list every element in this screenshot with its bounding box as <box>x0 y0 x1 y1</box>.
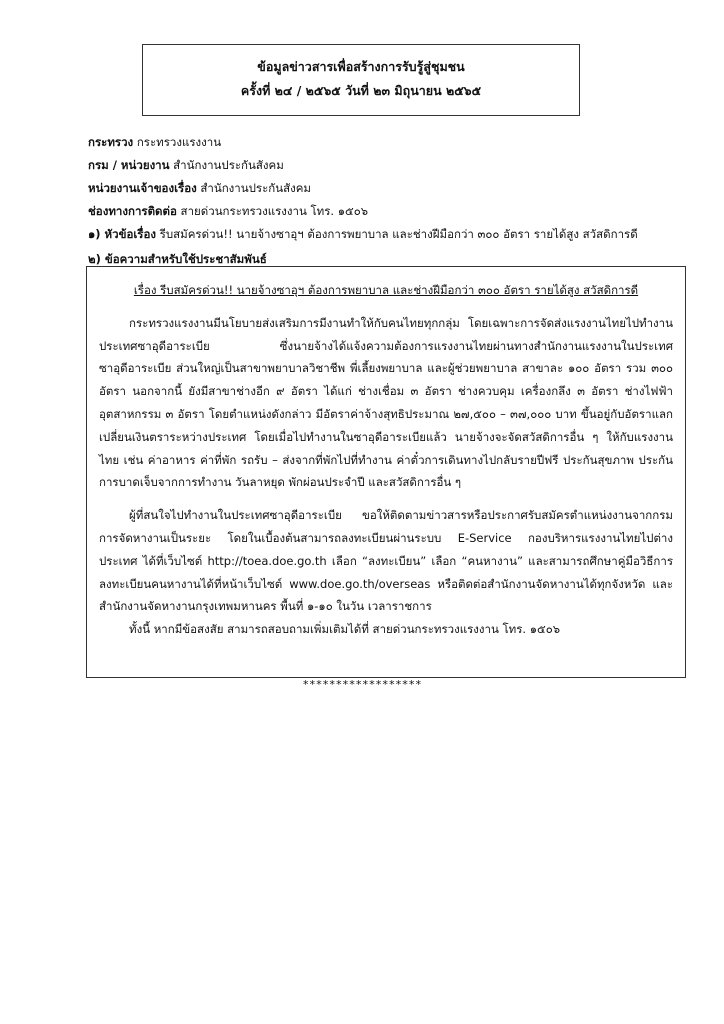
department-value: สำนักงานประกันสังคม <box>173 158 284 172</box>
header-issue-date: ครั้งที่ ๒๔ / ๒๕๖๕ วันที่ ๒๓ มิถุนายน ๒๕๖๕ <box>240 83 482 98</box>
pr-content-box <box>86 266 686 678</box>
department-label: กรม / หน่วยงาน <box>88 158 170 172</box>
header-box <box>142 44 580 116</box>
pr-paragraph-1: กระทรวงแรงงานมีนโยบายส่งเสริมการมีงานทำให้กับคนไทยทุกกลุ่ม โดยเฉพาะการจัดส่งแรงงานไทยไปทำงานประเทศซาอุดีอาระเบีย ซึ่งนายจ้างได้แจ้งความต้องการแรงงานไทยผ่านทางสำนักงานแรงงานในประเทศซาอุดีอาระเบีย ส่วนใหญ่เป็นสาขาพยาบาลวิชาชีพ พี่เลี้ยงพยาบาล และผู้ช่วยพยาบาล สาขาละ ๑๐๐ อัตรา รวม ๓๐๐ อัตรา นอกจากนี้ ยังมีสาขาช่างอีก ๙ อัตรา ได้แก่ ช่างเชื่อม ๓ อัตรา ช่างควบคุม เครื่องกลึง ๓ อัตรา ช่างไฟฟ้าอุตสาหกรรม ๓ อัตรา โดยตำแหน่งดังกล่าว มีอัตราค่าจ้างสุทธิประมาณ ๒๗,๕๐๐ – ๓๗,๐๐๐ บาท ขึ้นอยู่กับอัตราแลกเปลี่ยนเงินตราระหว่างประเทศ โดยเมื่อไปทำงานในซาอุดีอาระเบียแล้ว นายจ้างจะจัดสวัสดิการอื่น ๆ ให้กับแรงงานไทย เช่น ค่าอาหาร ค่าที่พัก รถรับ – ส่งจากที่พักไปที่ทำงาน ค่าตั๋วการเดินทางไปกลับรายปีฟรี ประกันสุขภาพ ประกันการบาดเจ็บจากการทำงาน วันลาหยุด พักผ่อนประจำปี และสวัสดิการอื่น ๆ <box>99 315 673 490</box>
pr-label: ๒) ข้อความสำหรับใช้ประชาสัมพันธ์ <box>88 252 267 266</box>
topic-label: ๑) หัวข้อเรื่อง <box>88 227 156 241</box>
ministry-label: กระทรวง <box>88 135 134 149</box>
header-title: ข้อมูลข่าวสารเพื่อสร้างการรับรู้สู่ชุมชน <box>257 59 465 74</box>
meta-contact <box>88 203 368 221</box>
footer-stars: ****************** <box>302 678 422 691</box>
meta-department <box>88 157 284 175</box>
contact-value: สายด่วนกระทรวงแรงงาน โทร. ๑๕๐๖ <box>180 204 369 218</box>
meta-topic <box>88 226 638 244</box>
pr-paragraph-2: ผู้ที่สนใจไปทำงานในประเทศซาอุดีอาระเบีย ขอให้ติดตามข่าวสารหรือประกาศรับสมัครตำแหน่งงานจากกรมการจัดหางานเป็นระยะ โดยในเบื้องต้นสามารถลงทะเบียนผ่านระบบ E-Service กองบริหารแรงงานไทยไปต่างประเทศ ได้ที่เว็บไซต์ http://toea.doe.go.th เลือก “ลงทะเบียน” เลือก “คนหางาน” และสามารถศึกษาคู่มือวิธีการลงทะเบียนคนหางานได้ที่หน้าเว็บไซต์ www.doe.go.th/overseas หรือติดต่อสำนักงานจัดหางานได้ทุกจังหวัด และสำนักงานจัดหางานกรุงเทพมหานคร พื้นที่ ๑-๑๐ ในวัน เวลาราชการ <box>99 508 673 614</box>
pr-headline: เรื่อง รีบสมัครด่วน!! นายจ้างซาอุฯ ต้องการพยาบาล และช่างฝีมือกว่า ๓๐๐ อัตรา รายได้สูง สวัสดิการดี <box>133 283 639 297</box>
contact-label: ช่องทางการติดต่อ <box>88 204 177 218</box>
ministry-value: กระทรวงแรงงาน <box>136 135 222 149</box>
meta-ministry <box>88 134 221 152</box>
owner-value: สำนักงานประกันสังคม <box>200 181 311 195</box>
owner-label: หน่วยงานเจ้าของเรื่อง <box>88 181 197 195</box>
pr-paragraph-3: ทั้งนี้ หากมีข้อสงสัย สามารถสอบถามเพิ่มเติมได้ที่ สายด่วนกระทรวงแรงงาน โทร. ๑๕๐๖ <box>129 622 561 637</box>
meta-owner <box>88 180 311 198</box>
topic-value: รีบสมัครด่วน!! นายจ้างซาอุฯ ต้องการพยาบาล และช่างฝีมือกว่า ๓๐๐ อัตรา รายได้สูง สวัสดิการดี <box>159 227 638 241</box>
